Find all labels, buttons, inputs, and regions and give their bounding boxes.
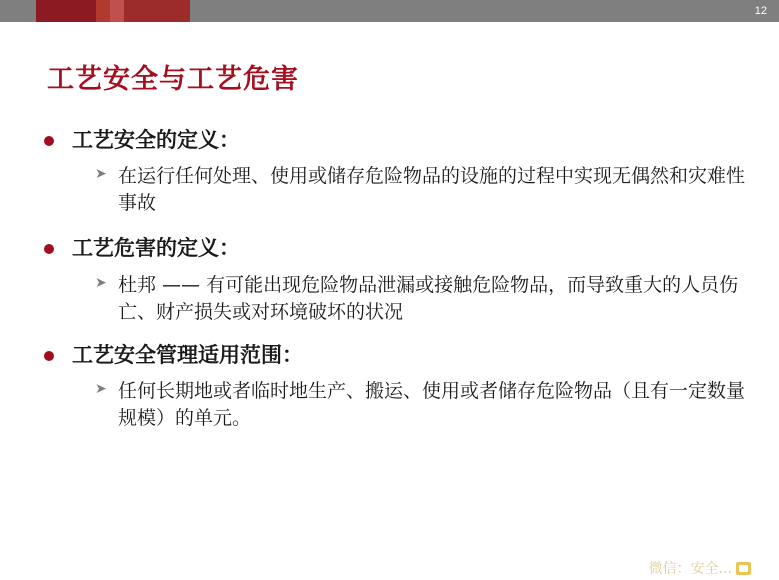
sub-bullet-text: 杜邦 —— 有可能出现危险物品泄漏或接触危险物品，而导致重大的人员伤亡、财产损失或对环境破坏的状况 xyxy=(118,273,739,323)
disc-bullet-icon xyxy=(44,136,54,146)
content-group-3 xyxy=(36,340,746,432)
band-block-1 xyxy=(36,0,96,22)
bullet-item-heading xyxy=(36,340,746,370)
band-block-2 xyxy=(96,0,110,22)
content-group-2 xyxy=(36,233,746,325)
band-block-3 xyxy=(110,0,124,22)
slide-body xyxy=(36,125,746,446)
disc-bullet-icon xyxy=(44,351,54,361)
arrow-bullet-icon: ➤ xyxy=(95,274,107,291)
page-number: 12 xyxy=(754,5,767,17)
sub-bullet-item xyxy=(36,163,746,217)
bullet-heading-text: 工艺安全的定义： xyxy=(72,128,240,152)
sub-bullet-item xyxy=(36,378,746,432)
sub-bullet-item xyxy=(36,272,746,326)
content-group-1 xyxy=(36,125,746,217)
shield-icon xyxy=(736,562,751,575)
band-block-4 xyxy=(124,0,190,22)
bullet-heading-text: 工艺安全管理适用范围： xyxy=(72,342,303,367)
top-band xyxy=(0,0,779,22)
sub-bullet-text: 在运行任何处理、使用或储存危险物品的设施的过程中实现无偶然和灾难性事故 xyxy=(118,165,746,215)
watermark xyxy=(649,558,751,578)
arrow-bullet-icon: ➤ xyxy=(95,166,107,183)
bullet-item-heading xyxy=(36,233,746,263)
disc-bullet-icon xyxy=(44,244,54,254)
page-title: 工艺安全与工艺危害 xyxy=(47,64,299,95)
sub-bullet-text: 任何长期地或者临时地生产、搬运、使用或者储存危险物品（且有一定数量规模）的单元。 xyxy=(118,380,746,430)
watermark-text: 微信：安全... xyxy=(648,561,732,577)
bullet-item-heading xyxy=(36,125,746,155)
bullet-heading-text: 工艺危害的定义： xyxy=(72,236,240,261)
arrow-bullet-icon: ➤ xyxy=(95,381,107,398)
